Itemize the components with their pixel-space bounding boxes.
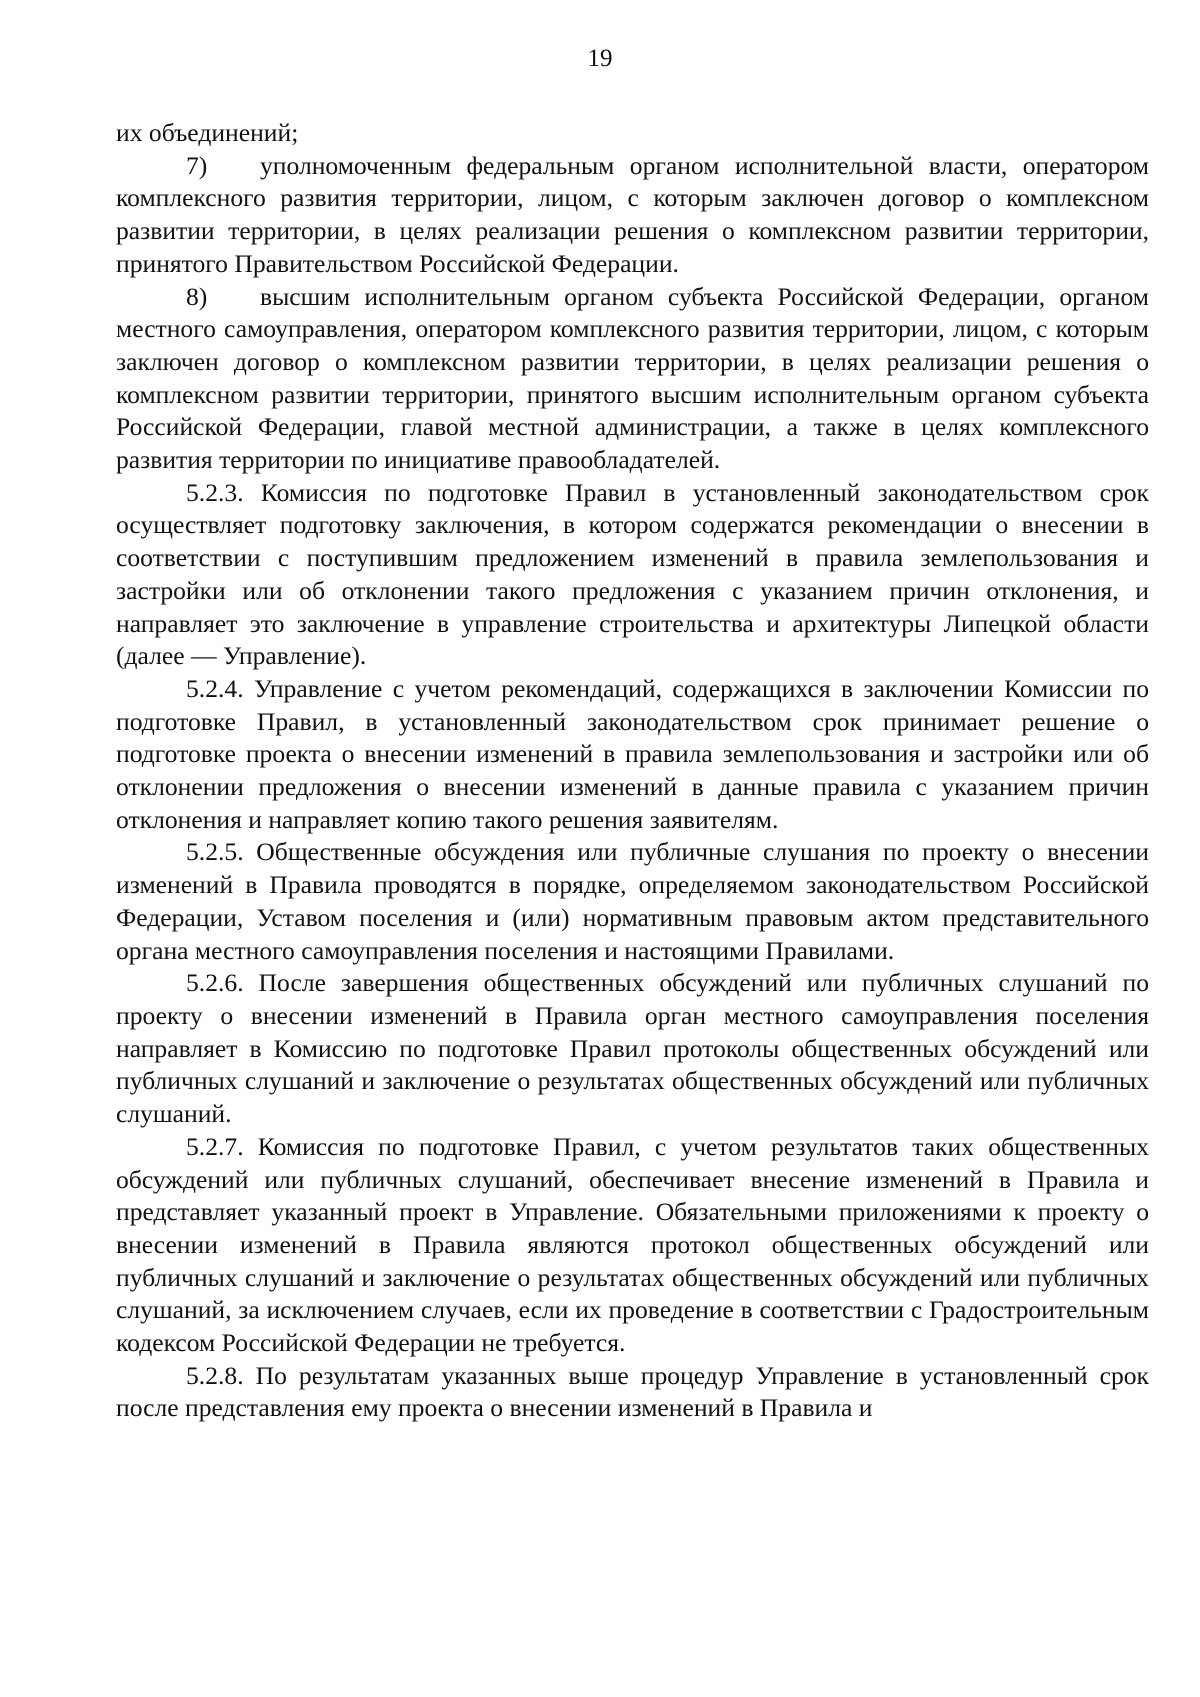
- clause-text: 5.2.3. Комиссия по подготовке Правил в установленный законодательством срок осуществляет подготовку заключения, в котором содержатся рекомендации о внесении в соответствии с поступившим предложением изменений в правила землепользования и застройки или об отклонении такого предложения с указанием причин отклонения, и направляет это заключение в управление строительства и архитектуры Липецкой области (далее — Управление).: [116, 477, 1149, 671]
- clause-5-2-7: [116, 1131, 1149, 1360]
- clause-5-2-6: [116, 967, 1149, 1131]
- clause-text: 5.2.4. Управление с учетом рекомендаций, содержащихся в заключении Комиссии по подготовке Правил, в установленный законодательством срок принимает решение о подготовке проекта о внесении изменений в правила землепользования и застройки или об отклонении предложения о внесении изменений в данные правила с указанием причин отклонения и направляет копию такого решения заявителям.: [116, 673, 1149, 834]
- clause-5-2-4: [116, 673, 1149, 837]
- clause-text: 5.2.5. Общественные обсуждения или публичные слушания по проекту о внесении изменений в Правила проводятся в порядке, определяемом законодательством Российской Федерации, Уставом поселения и (или) нормативным правовым актом представительного органа местного самоуправления поселения и настоящими Правилами.: [116, 837, 1149, 965]
- clause-5-2-8: [116, 1360, 1149, 1425]
- document-body: [116, 117, 1149, 1425]
- clause-text: 5.2.6. После завершения общественных обсуждений или публичных слушаний по проекту о внесении изменений в Правила орган местного самоуправления поселения направляет в Комиссию по подготовке Правил протоколы общественных обсуждений или публичных слушаний и заключение о результатах общественных обсуждений или публичных слушаний.: [116, 968, 1149, 1129]
- clause-5-2-3: [116, 477, 1149, 673]
- clause-5-2-5: [116, 836, 1149, 967]
- list-item-text: высшим исполнительным органом субъекта Российской Федерации, органом местного самоуправления, оператором комплексного развития территории, лицом, с которым заключен договор о комплексном развитии территории, в целях реализации решения о комплексном развитии территории, принятого высшим исполнительным органом субъекта Российской Федерации, главой местной администрации, а также в целях комплексного развития территории по инициативе правообладателей.: [116, 281, 1149, 475]
- list-item-number: 8): [186, 281, 208, 311]
- list-item-text: уполномоченным федеральным органом исполнительной власти, оператором комплексного развития территории, лицом, с которым заключен договор о комплексном развитии территории, в целях реализации решения о комплексном развитии территории, принятого Правительством Российской Федерации.: [116, 150, 1149, 278]
- list-item-7: [116, 150, 1149, 281]
- paragraph-continuation: [116, 117, 1149, 150]
- clause-text: 5.2.8. По результатам указанных выше процедур Управление в установленный срок после представления ему проекта о внесении изменений в Правила и: [116, 1360, 1149, 1423]
- page-number: 19: [587, 45, 613, 72]
- clause-text: 5.2.7. Комиссия по подготовке Правил, с учетом результатов таких общественных обсуждений или публичных слушаний, обеспечивает внесение изменений в Правила и представляет указанный проект в Управление. Обязательными приложениями к проекту о внесении изменений в Правила являются протокол общественных обсуждений или публичных слушаний и заключение о результатах общественных обсуждений или публичных слушаний, за исключением случаев, если их проведение в соответствии с Градостроительным кодексом Российской Федерации не требуется.: [116, 1131, 1149, 1358]
- list-item-number: 7): [186, 150, 208, 180]
- list-item-8: [116, 281, 1149, 477]
- paragraph-text: их объединений;: [116, 118, 299, 147]
